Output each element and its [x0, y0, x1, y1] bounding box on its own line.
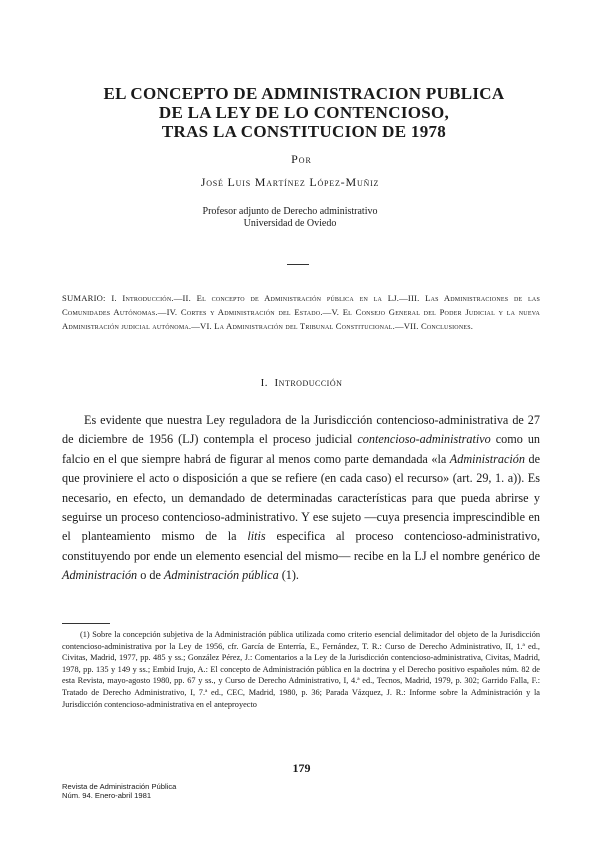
article-title	[40, 84, 568, 141]
body-emphasis: Administración pública	[163, 568, 279, 583]
summary-text: I. Introducción.—II. El concepto de Administración pública en la LJ.—III. Las Administraciones de las Comunidades Autónomas.—IV. Cortes y Administración del Estado.—V. El Consejo General del Poder Judicial y la nueva Administración judicial autónoma.—VI. La Administración del Tribunal Constitucional.—VII. Conclusiones.	[62, 293, 540, 331]
body-paragraph	[62, 411, 540, 586]
footnote-rule	[62, 623, 110, 624]
section-title: Introducción	[274, 377, 343, 389]
body-text	[62, 411, 540, 586]
body-segment: Es evidente que nuestra Ley reguladora de la Jurisdicción contencioso-administrativa de 27 de diciembre de 1956 (LJ) contempla el proceso judicial	[62, 413, 540, 447]
summary-block	[62, 291, 540, 333]
section-number: I.	[260, 377, 269, 389]
journal-line: Núm. 94. Enero-abril 1981	[62, 791, 152, 800]
affiliation-line: Profesor adjunto de Derecho administrativo	[202, 206, 378, 217]
separator-rule	[287, 264, 309, 265]
title-line: DE LA LEY DE LO CONTENCIOSO,	[158, 103, 450, 122]
journal-line: Revista de Administración Pública	[62, 782, 177, 791]
page-number: 179	[292, 761, 311, 775]
journal-info	[62, 782, 312, 800]
body-emphasis: Administración	[62, 568, 138, 583]
body-segment: o de	[137, 568, 164, 583]
byline-por: Por	[291, 152, 312, 166]
body-segment: (1).	[278, 568, 299, 583]
body-emphasis: litis	[247, 529, 266, 544]
body-emphasis: Administración	[449, 451, 525, 466]
footnote	[62, 629, 540, 710]
body-segment: especifica al proceso contencioso-administrativo, constituyendo por ende un elemento esencial del mismo— recibe en la LJ el nombre genérico de	[62, 529, 540, 563]
body-segment: como un falcio en el que siempre habrá de figurar al menos como parte demandada «la	[62, 432, 541, 466]
title-line: EL CONCEPTO DE ADMINISTRACION PUBLICA	[103, 84, 505, 103]
author-name: José Luis Martínez López-Muñiz	[200, 175, 380, 189]
footnote-text: (1) Sobre la concepción subjetiva de la Administración pública utilizada como criterio esencial delimitador del objeto de la Jurisdicción contencioso-administrativa por la Ley de 1956, cfr. García de Enterría, E., Fernández, T. R.: Curso de Derecho Administrativo, II, 1.ª ed., Civitas, Madrid, 1977, pp. 485 y ss.; González Pérez, J.: Comentarios a la Ley de la Jurisdicción contencioso-administrativa, Civitas, Madrid, 1978, pp. 135 y 149 y ss.; Embid Irujo, A.: El concepto de Administración pública en la doctrina y el Derecho positivo españoles núm. 82 de esta Revista, mayo-agosto 1980, pp. 67 y ss., y Curso de Derecho Administrativo, I, 4.ª ed., Tecnos, Madrid, 1979, p. 302; Garrido Falla, F.: Tratado de Derecho Administrativo, I, 7.ª ed., CEC, Madrid, 1980, p. 36; Parada Vázquez, J. R.: Informe sobre la Administración y la Jurisdicción contencioso-administrativa en el anteproyecto	[62, 630, 540, 709]
body-emphasis: contencioso-administrativo	[357, 432, 491, 447]
title-line: TRAS LA CONSTITUCION DE 1978	[161, 122, 447, 141]
affiliation-line: Universidad de Oviedo	[243, 218, 337, 229]
body-segment: de que proviniere el acto o disposición a que se refiere (en cada caso) el recurso» (art. 29, 1. a)). Es necesario, en efecto, un demandado de determinadas características para que pueda abrirse y seguirse un proceso contencioso-administrativo. Y ese sujeto —cuya presencia imprescindible en el planteamiento mismo de la	[62, 451, 540, 544]
section-heading	[0, 377, 603, 389]
author-affiliation	[0, 206, 580, 230]
summary-label: SUMARIO:	[62, 293, 106, 303]
